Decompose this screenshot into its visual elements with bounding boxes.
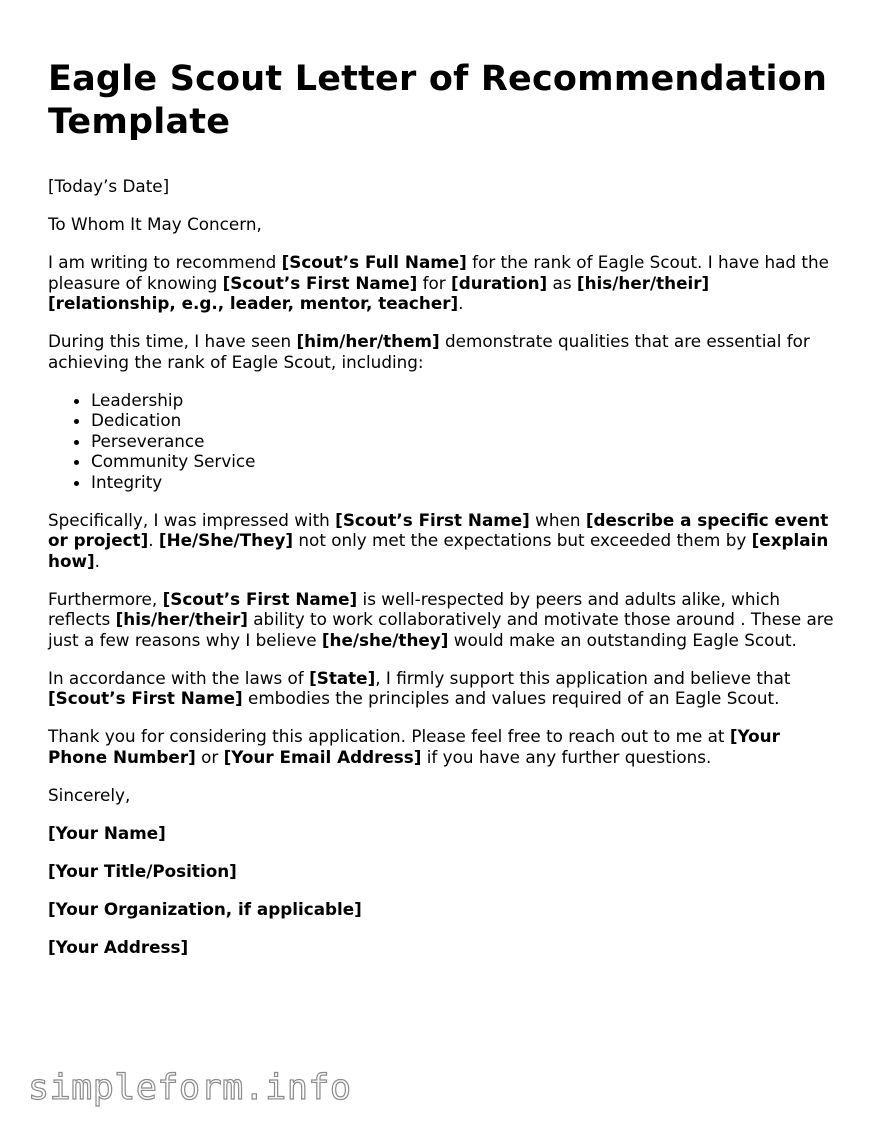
signature-name: [Your Name] bbox=[48, 822, 166, 843]
placeholder-scout-first-name: [Scout’s First Name] bbox=[162, 588, 358, 609]
signature-address: [Your Address] bbox=[48, 936, 189, 957]
closing: Sincerely, bbox=[48, 784, 131, 805]
placeholder-explain-how: [explain how] bbox=[48, 530, 829, 571]
paragraph-state-support: In accordance with the laws of [State], I firmly support this application and believe that [Scout’s First Name] embodies the principles and values required of an Eagle Scout. bbox=[48, 667, 791, 708]
signature-title: [Your Title/Position] bbox=[48, 860, 237, 881]
list-item: • Community Service bbox=[91, 451, 838, 472]
placeholder-relationship: [his/her/their] [relationship, e.g., leader, mentor, teacher] bbox=[48, 272, 710, 313]
qualities-list bbox=[48, 390, 838, 493]
paragraph-specific-event: Specifically, I was impressed with [Scout’s First Name] when [describe a specific event or project]. [He/She/They] not only met the expectations but exceeded them by [explain how]. bbox=[48, 509, 829, 571]
salutation: To Whom It May Concern, bbox=[48, 214, 262, 234]
paragraph-respect: Furthermore, [Scout’s First Name] is well-respected by peers and adults alike, which reflects [his/her/their] ability to work collaboratively and motivate those around . These are just a few reasons why I believe [he/she/they] would make an outstanding Eagle Scout. bbox=[48, 588, 834, 650]
placeholder-scout-first-name: [Scout’s First Name] bbox=[335, 509, 530, 530]
placeholder-scout-first-name: [Scout’s First Name] bbox=[48, 688, 243, 708]
placeholder-pronoun-subject: [He/She/They] bbox=[158, 530, 294, 550]
placeholder-pronoun-possessive: [his/her/their] bbox=[115, 609, 248, 629]
list-item: • Perseverance bbox=[91, 431, 838, 452]
paragraph-recommendation: I am writing to recommend [Scout’s Full Name] for the rank of Eagle Scout. I have had the pleasure of knowing [Scout’s First Name] for [duration] as [his/her/their] [relationship, e.g., leader, mentor, teacher]. bbox=[48, 252, 829, 313]
list-item: • Integrity bbox=[91, 472, 838, 493]
paragraph-qualities-intro: During this time, I have seen [him/her/them] demonstrate qualities that are essential for achieving the rank of Eagle Scout, including: bbox=[48, 331, 810, 372]
placeholder-state: [State] bbox=[309, 667, 376, 688]
paragraph-contact: Thank you for considering this application. Please feel free to reach out to me at [Your Phone Number] or [Your Email Address] if you have any further questions. bbox=[48, 726, 780, 767]
placeholder-email: [Your Email Address] bbox=[223, 746, 422, 767]
placeholder-event: [describe a specific event or project] bbox=[48, 509, 829, 550]
list-item: • Leadership bbox=[91, 390, 838, 411]
placeholder-pronoun-subject-lower: [he/she/they] bbox=[321, 629, 449, 650]
placeholder-scout-first-name: [Scout’s First Name] bbox=[222, 272, 418, 293]
page-title: Eagle Scout Letter of Recommendation Template bbox=[48, 59, 828, 142]
list-item: • Dedication bbox=[91, 410, 838, 431]
letter-page bbox=[48, 58, 838, 975]
placeholder-phone: [Your Phone Number] bbox=[48, 726, 780, 767]
placeholder-duration: [duration] bbox=[451, 272, 548, 293]
watermark: simpleform.info bbox=[28, 1068, 352, 1108]
placeholder-scout-full-name: [Scout’s Full Name] bbox=[281, 252, 467, 272]
placeholder-pronoun-object: [him/her/them] bbox=[296, 331, 440, 351]
signature-organization: [Your Organization, if applicable] bbox=[48, 898, 362, 919]
date-line: [Today’s Date] bbox=[48, 176, 170, 196]
